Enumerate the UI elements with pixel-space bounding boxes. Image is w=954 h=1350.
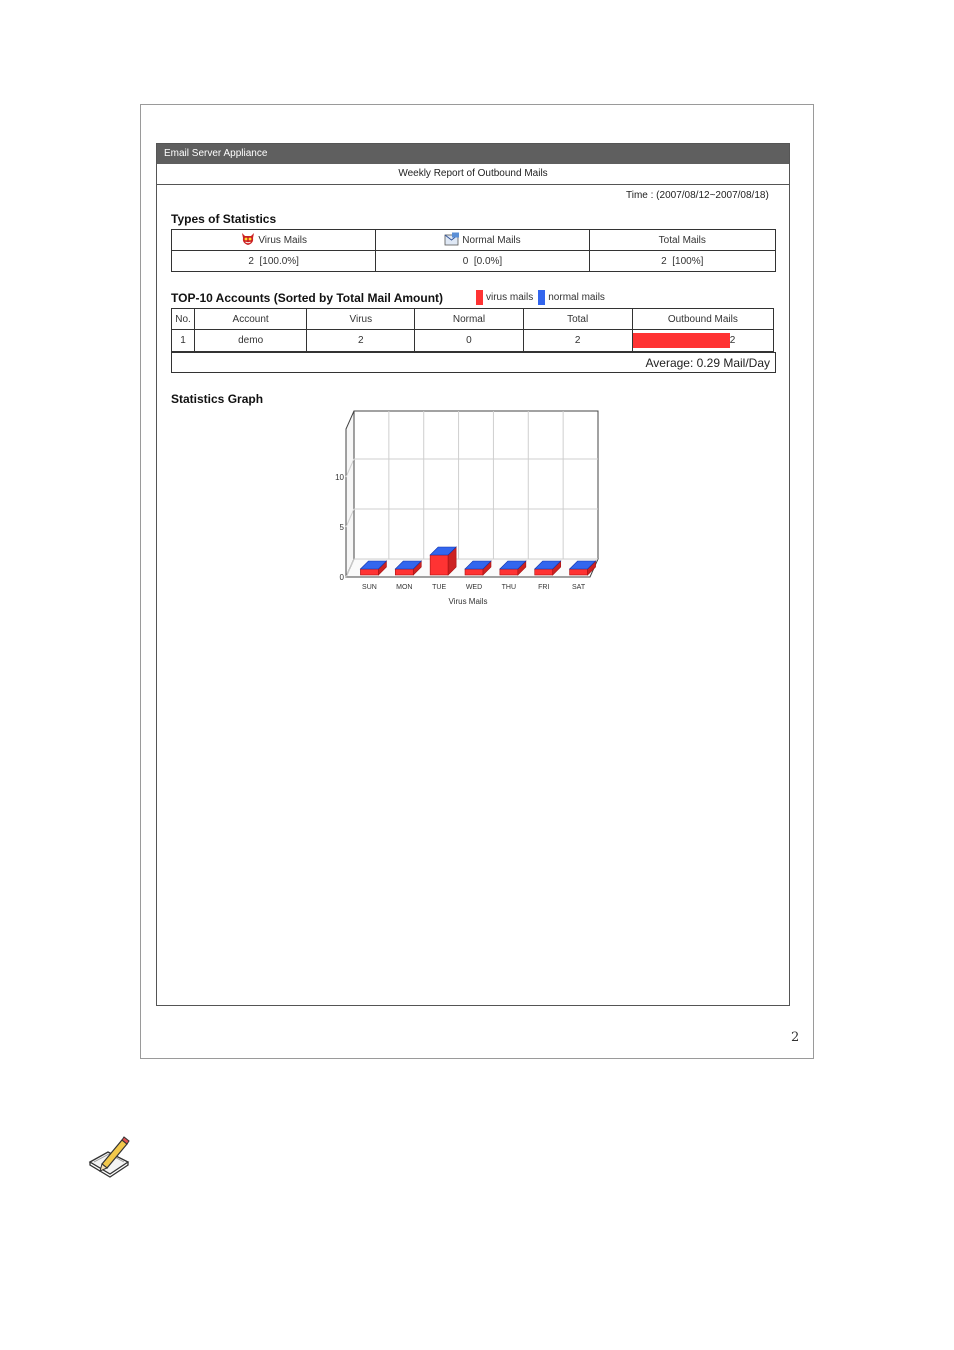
legend-normal-swatch (538, 290, 545, 305)
bar-virus-thu (500, 569, 518, 575)
y-tick-label: 10 (335, 473, 344, 482)
outbound-bar-value: 2 (729, 335, 736, 346)
y-tick-label: 5 (339, 523, 344, 532)
row-no: 1 (172, 330, 195, 352)
bar-virus-mon (395, 569, 413, 575)
virus-icon (240, 232, 256, 249)
normal-count: 0 (462, 255, 469, 267)
table-row (172, 330, 774, 352)
report-time-range: Time : (2007/08/12~2007/08/18) (626, 190, 769, 201)
chart-left-wall (346, 411, 354, 577)
row-virus: 2 (307, 330, 415, 352)
x-tick-label: FRI (538, 584, 550, 591)
x-tick-label: SAT (572, 584, 586, 591)
chart-back-wall (354, 411, 598, 559)
outbound-bar (633, 333, 730, 348)
note-pencil-icon (88, 1134, 132, 1183)
virus-mails-value (172, 251, 376, 272)
row-account: demo (195, 330, 307, 352)
row-outbound-bar-cell (632, 330, 773, 352)
total-mails-value (589, 251, 775, 272)
normal-pct: [0.0%] (473, 255, 503, 267)
virus-pct: [100.0%] (259, 255, 299, 267)
row-normal: 0 (415, 330, 523, 352)
virus-count: 2 (248, 255, 254, 267)
bar-virus-wed (465, 569, 483, 575)
bar-virus-fri (535, 569, 553, 575)
header-virus-mails (172, 230, 376, 251)
header-normal-mails (376, 230, 589, 251)
row-total: 2 (523, 330, 632, 352)
page-number: 2 (791, 1030, 800, 1045)
x-axis-label: Virus Mails (448, 597, 488, 606)
legend-virus-swatch (476, 290, 483, 305)
x-tick-label: WED (465, 584, 483, 591)
app-title-bar: Email Server Appliance (157, 144, 789, 164)
x-tick-label: SUN (362, 584, 377, 591)
types-of-statistics-title: Types of Statistics (171, 212, 277, 226)
virus-mails-label: Virus Mails (258, 234, 308, 246)
header-total-mails: Total Mails (589, 230, 775, 251)
normal-mails-label: Normal Mails (462, 234, 521, 246)
total-pct: [100%] (672, 255, 704, 267)
statistics-graph-title: Statistics Graph (171, 392, 264, 406)
normal-mail-icon (444, 232, 460, 249)
x-tick-label: MON (396, 584, 413, 591)
x-tick-label: THU (501, 584, 517, 591)
legend-normal-label: normal mails (548, 292, 605, 303)
bar-virus-sun (360, 569, 378, 575)
col-virus: Virus (307, 309, 415, 330)
y-tick-label: 0 (339, 573, 344, 582)
types-of-statistics-table (171, 229, 776, 272)
total-count: 2 (661, 255, 667, 267)
col-no: No. (172, 309, 195, 330)
col-outbound-mails: Outbound Mails (632, 309, 773, 330)
bar-virus-sat (570, 569, 588, 575)
top10-title: TOP-10 Accounts (Sorted by Total Mail Amount) (171, 291, 444, 305)
statistics-chart (330, 405, 610, 610)
chart-legend (476, 290, 605, 305)
legend-virus-label: virus mails (486, 292, 534, 303)
x-tick-label: TUE (432, 584, 447, 591)
top10-table (171, 308, 774, 352)
col-total: Total (523, 309, 632, 330)
bar-virus-tue (430, 555, 448, 575)
col-normal: Normal (415, 309, 523, 330)
normal-mails-value (376, 251, 589, 272)
average-mail-per-day: Average: 0.29 Mail/Day (171, 352, 776, 373)
report-subtitle: Weekly Report of Outbound Mails (157, 164, 789, 185)
col-account: Account (195, 309, 307, 330)
